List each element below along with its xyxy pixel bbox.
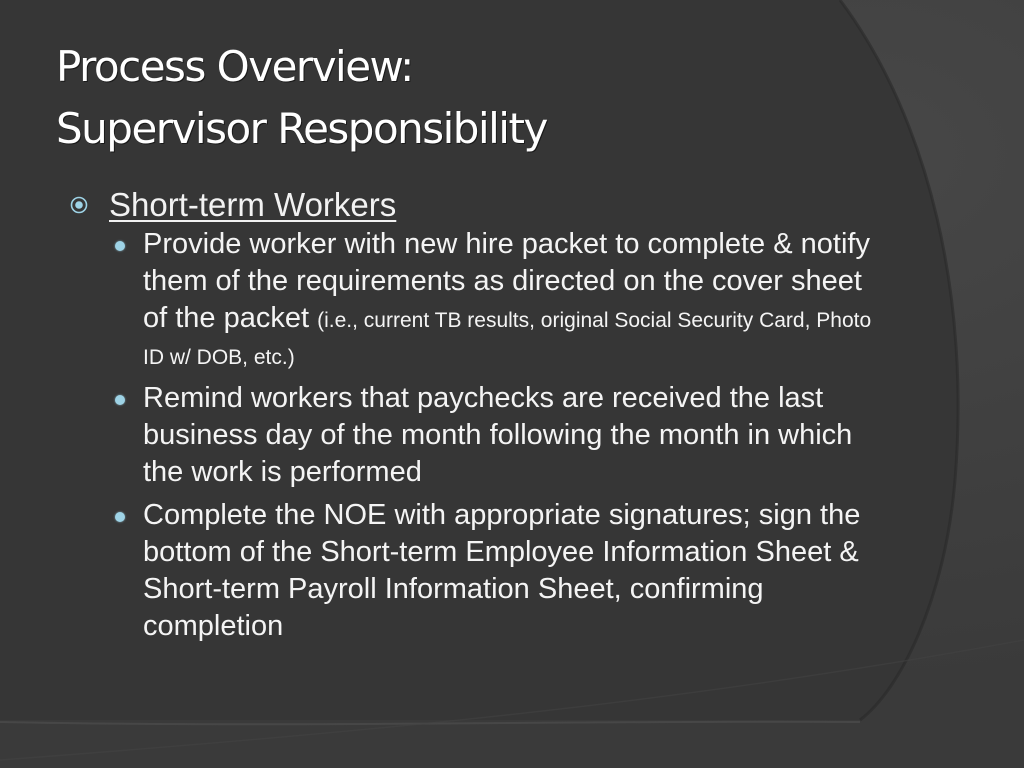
dot-icon (115, 241, 125, 251)
sub-bullet-text: Remind workers that paychecks are received the last business day of the month following the month in which the work is performed (143, 382, 853, 488)
sub-bullet-note: (i.e., current TB results, original Social Security Card, Photo ID w/ DOB, etc.) (143, 309, 872, 369)
section-item (68, 184, 948, 645)
sub-bullet-text: Complete the NOE with appropriate signatures; sign the bottom of the Short-term Employee Information Sheet & Short-term Payroll Information Sheet, confirming completion (143, 499, 861, 642)
dot-icon (115, 395, 125, 405)
sub-bullet-item (109, 497, 883, 645)
sub-bullet-list (109, 226, 948, 645)
title-line-1: Process Overview: (56, 42, 413, 91)
dot-icon (115, 512, 125, 522)
section-heading: Short-term Workers (109, 186, 397, 223)
slide-title (56, 36, 547, 160)
bullet-list (68, 184, 948, 651)
sub-bullet-item (109, 226, 883, 374)
sub-bullet-text: Provide worker with new hire packet to complete & notify them of the requirements as directed on the cover sheet of the packet (143, 228, 870, 334)
sub-bullet-item (109, 380, 883, 491)
radio-circle-icon (70, 196, 88, 214)
title-line-2: Supervisor Responsibility (56, 104, 547, 153)
